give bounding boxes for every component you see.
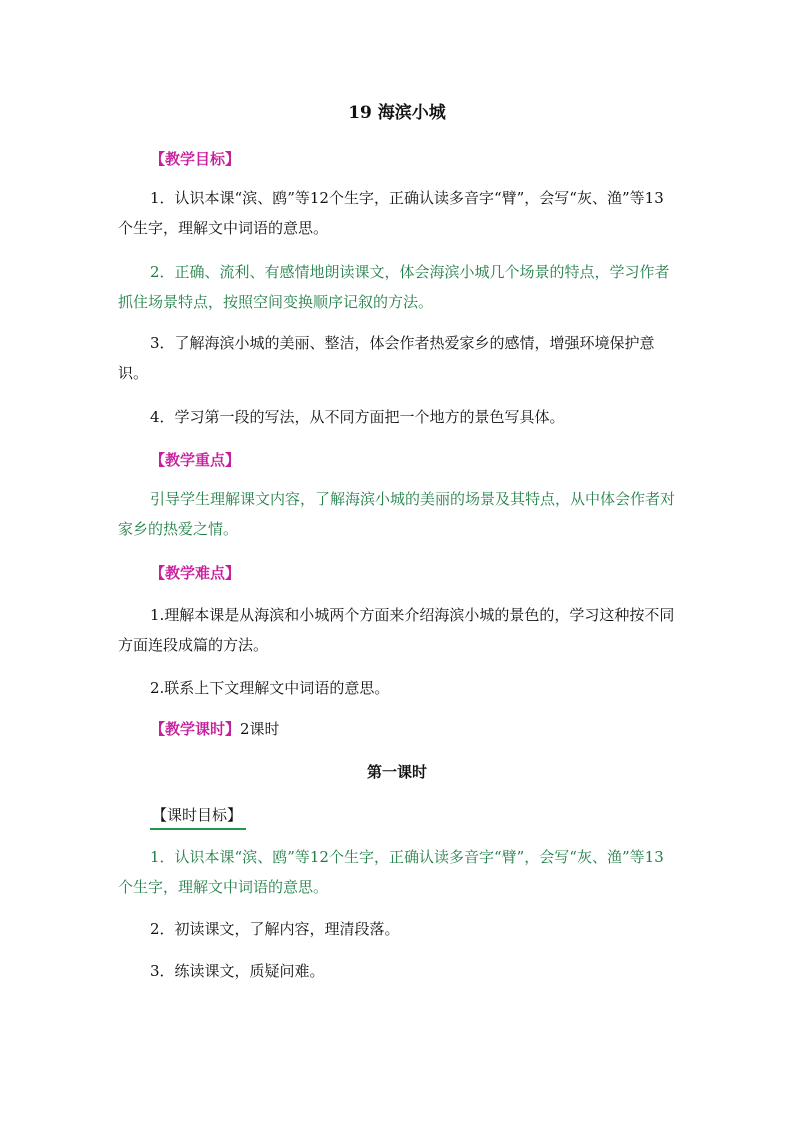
lesson-goal-item-2: 2．初读课文，了解内容，理清段落。 xyxy=(150,920,400,938)
difficulty-item-2: 2.联系上下文理解文中词语的意思。 xyxy=(150,679,390,697)
lesson-goal-heading: 【课时目标】 xyxy=(150,802,246,830)
goal-item-3: 3．了解海滨小城的美丽、整洁，体会作者热爱家乡的感情，增强环境保护意识。 xyxy=(118,334,655,382)
difficulty-item-1: 1.理解本课是从海滨和小城两个方面来介绍海滨小城的景色的，学习这种按不同方面连段成篇的方法。 xyxy=(118,606,675,654)
page-title: 19 海滨小城 xyxy=(348,103,446,123)
key-points-heading: 【教学重点】 xyxy=(150,451,241,469)
hours-value: 2课时 xyxy=(240,720,280,738)
lesson-title: 第一课时 xyxy=(366,763,427,781)
hours-line xyxy=(150,716,280,742)
lesson-goal-item-1: 1．认识本课“滨、鸥”等12个生字，正确认读多音字“臂”，会写“灰、渔”等13个生字，理解文中词语的意思。 xyxy=(118,848,664,896)
goals-heading: 【教学目标】 xyxy=(150,150,241,168)
hours-heading: 【教学课时】 xyxy=(150,720,241,738)
goal-item-4: 4．学习第一段的写法，从不同方面把一个地方的景色写具体。 xyxy=(150,408,565,426)
difficulties-heading: 【教学难点】 xyxy=(150,564,241,582)
lesson-goal-item-3: 3．练读课文，质疑问难。 xyxy=(150,962,325,980)
key-points-text: 引导学生理解课文内容，了解海滨小城的美丽的场景及其特点，从中体会作者对家乡的热爱之情。 xyxy=(118,490,676,538)
goal-item-2: 2．正确、流利、有感情地朗读课文，体会海滨小城几个场景的特点，学习作者抓住场景特点，按照空间变换顺序记叙的方法。 xyxy=(118,263,670,311)
goal-item-1: 1．认识本课“滨、鸥”等12个生字，正确认读多音字“臂”，会写“灰、渔”等13个生字，理解文中词语的意思。 xyxy=(118,189,664,237)
